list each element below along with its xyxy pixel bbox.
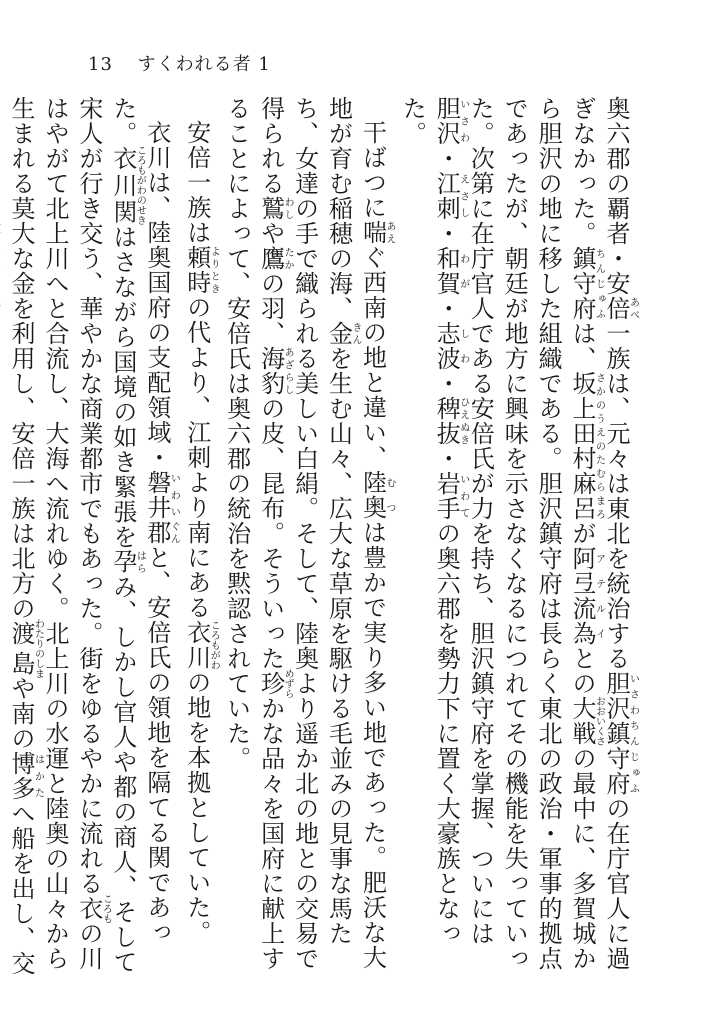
text-run: ・ [432, 146, 461, 171]
text-run: の最中に、多賀城から胆沢の地に移した組織である。胆沢鎮守府は長らく東北の政治・軍事的拠点であったが、朝廷が地方に興味を示さなくなるにつれてその機能を失っていった。次第に在庁官人である安倍氏が力を持ち、胆沢鎮守府を掌握、ついには [466, 96, 596, 971]
ruby-word [568, 371, 605, 521]
furigana: いわい [168, 470, 180, 520]
ruby-base: 稗抜 [432, 396, 461, 446]
text-run: は、 [568, 321, 596, 371]
paragraph [219, 96, 395, 976]
ruby-word [74, 893, 112, 924]
furigana: あべ [627, 296, 639, 321]
text-run: かな品々を国府に献上することによって、安倍氏は奥六郡の統治を黙認されていた。 [222, 96, 285, 971]
ruby-word [432, 96, 469, 146]
ruby-word [568, 246, 605, 321]
text-run: や南の [6, 676, 35, 751]
page-number: 13 [88, 54, 113, 75]
ruby-word [256, 346, 294, 396]
ruby-word [6, 618, 44, 679]
text-run: ・ [432, 371, 461, 396]
text-run: は豊かで実り多い地であった。肥沃な大地が育む稲穂の海、 [324, 96, 387, 970]
furigana: わし [282, 196, 294, 221]
ruby-base: 磐井 [142, 470, 171, 520]
text-run: 衣川は、陸奥国府の支配領域・ [142, 120, 171, 470]
text-run: ・ [432, 446, 461, 471]
ruby-base: 渡島 [6, 618, 35, 679]
furigana: いさわ [457, 96, 469, 146]
ruby-base: 鷹 [256, 246, 285, 271]
text-run: の在庁官人に過ぎなかった。 [568, 96, 630, 971]
furigana: ころもがわ [208, 620, 220, 670]
text-run: の皮、昆布。そういった [256, 396, 285, 671]
ruby-word [6, 751, 44, 801]
text-run: の代より、江刺より南にある [182, 295, 211, 620]
furigana: めずら [282, 668, 294, 699]
text-run: ぐ西南の地と違い、 [358, 245, 387, 470]
furigana: はかた [32, 751, 44, 801]
text-run: が [568, 521, 596, 546]
ruby-base: 和賀 [432, 246, 461, 296]
body-text [6, 96, 639, 976]
ruby-word [568, 546, 605, 646]
text-run: と、安倍氏の領地を隔てる関であった。 [108, 96, 171, 945]
ruby-base: 衣川関 [108, 145, 137, 226]
ruby-base: 喘 [358, 220, 387, 245]
ruby-base: 珍 [256, 668, 285, 699]
text-run: 安倍一族は [182, 120, 211, 245]
ruby-base: 郡 [142, 520, 171, 545]
ruby-word [568, 696, 605, 746]
text-run: の地を本拠としていた。 [182, 670, 211, 945]
ruby-base: 孕 [108, 549, 137, 575]
paragraph [179, 96, 219, 976]
text-run: ・ [432, 296, 461, 321]
furigana: アテルイ [593, 546, 605, 646]
ruby-word [182, 620, 220, 670]
ruby-word [358, 470, 395, 520]
ruby-word [256, 246, 294, 271]
furigana: さかのうえのたむらまろ [593, 371, 605, 521]
ruby-base: 陸奥 [358, 470, 387, 520]
ruby-base: 衣 [74, 893, 103, 924]
text-run: の羽、 [256, 271, 285, 346]
furigana: あざらし [282, 346, 294, 396]
furigana: わが [457, 246, 469, 296]
ruby-base: 阿弖流為 [568, 546, 596, 646]
furigana: ちんじゅふ [593, 246, 605, 321]
ruby-word [432, 246, 469, 296]
furigana: たか [282, 246, 294, 271]
text-run: を生む山々、広大な草原を駆ける毛並みの見事な馬たち、女達の手で織られる美しい白絹。そして、陸奥より遥か北の地との交易で得られる [256, 96, 353, 971]
text-run: へ船を出し、交 [6, 801, 35, 976]
ruby-word [602, 296, 639, 321]
ruby-word [256, 668, 294, 699]
ruby-base: 江刺 [432, 171, 461, 221]
text-run: はさながら国境の如き緊張を [108, 224, 137, 550]
ruby-base: 博多 [6, 751, 35, 801]
furigana: いさわちんじゅふ [627, 671, 639, 796]
ruby-base: 鎮守府 [568, 246, 596, 321]
furigana: ころも [100, 893, 112, 924]
chapter-title: すくわれる者 1 [137, 54, 271, 75]
paragraph [0, 96, 179, 976]
ruby-base: 衣川 [182, 620, 211, 670]
ruby-base: 胆沢 [432, 96, 461, 146]
ruby-base: 坂上田村麻呂 [568, 371, 596, 521]
furigana: ぐん [168, 520, 180, 545]
furigana: わたりのしま [32, 618, 44, 679]
ruby-word [432, 396, 469, 446]
ruby-word [324, 321, 361, 346]
ruby-base: 鷲 [256, 196, 285, 221]
ruby-base: 金 [324, 321, 353, 346]
text-run: 干ばつに [358, 120, 387, 220]
furigana: あえ [383, 220, 395, 245]
ruby-word [256, 196, 294, 221]
paragraph [394, 96, 638, 976]
furigana: むつ [383, 470, 395, 520]
furigana: ころもがわのせき [134, 145, 146, 226]
text-run: み、しかし官人や都の商人、そして宋人が行き交う、華やかな商業都市でもあった。街をゆるやかに流れる [74, 96, 137, 975]
furigana: はら [134, 549, 146, 575]
furigana: きん [349, 321, 361, 346]
ruby-base: 志波 [432, 321, 461, 371]
text-run: ・ [432, 221, 461, 246]
furigana: おおいくさ [593, 696, 605, 746]
ruby-word [108, 145, 146, 226]
ruby-word [432, 321, 469, 371]
text-run: の奥六郡を勢力下に置く大豪族となった。 [398, 96, 461, 946]
ruby-base: 胆沢鎮守府 [602, 671, 630, 796]
ruby-word [432, 471, 469, 521]
ruby-base: 海豹 [256, 346, 285, 396]
running-header [88, 50, 271, 76]
ruby-base: 頼時 [182, 245, 211, 295]
ruby-word [432, 171, 469, 221]
text-run: 一族は、元々は東北を統治する [602, 321, 630, 671]
furigana: よりとき [208, 245, 220, 295]
ruby-word [358, 220, 395, 245]
ruby-base: 倍 [602, 296, 630, 321]
ruby-word [602, 671, 639, 796]
ruby-base: 岩手 [432, 471, 461, 521]
text-run: 奥六郡の覇者・安 [602, 96, 630, 296]
ruby-word [142, 520, 180, 545]
furigana: しわ [457, 321, 469, 371]
ruby-word [142, 470, 180, 520]
text-run: の川はやがて北上川へと合流し、大海へ流れゆく。北上川の水運と陸奥の山々から生まれる莫大な金を利用し、安倍一族は北方の [6, 96, 103, 971]
furigana: ひえぬき [457, 396, 469, 446]
ruby-word [108, 549, 146, 575]
furigana: いわて [457, 471, 469, 521]
furigana: えさし [457, 171, 469, 221]
ruby-word [182, 245, 220, 295]
text-run: や [256, 221, 285, 246]
ruby-base: 大戦 [568, 696, 596, 746]
text-run: との [568, 646, 596, 696]
